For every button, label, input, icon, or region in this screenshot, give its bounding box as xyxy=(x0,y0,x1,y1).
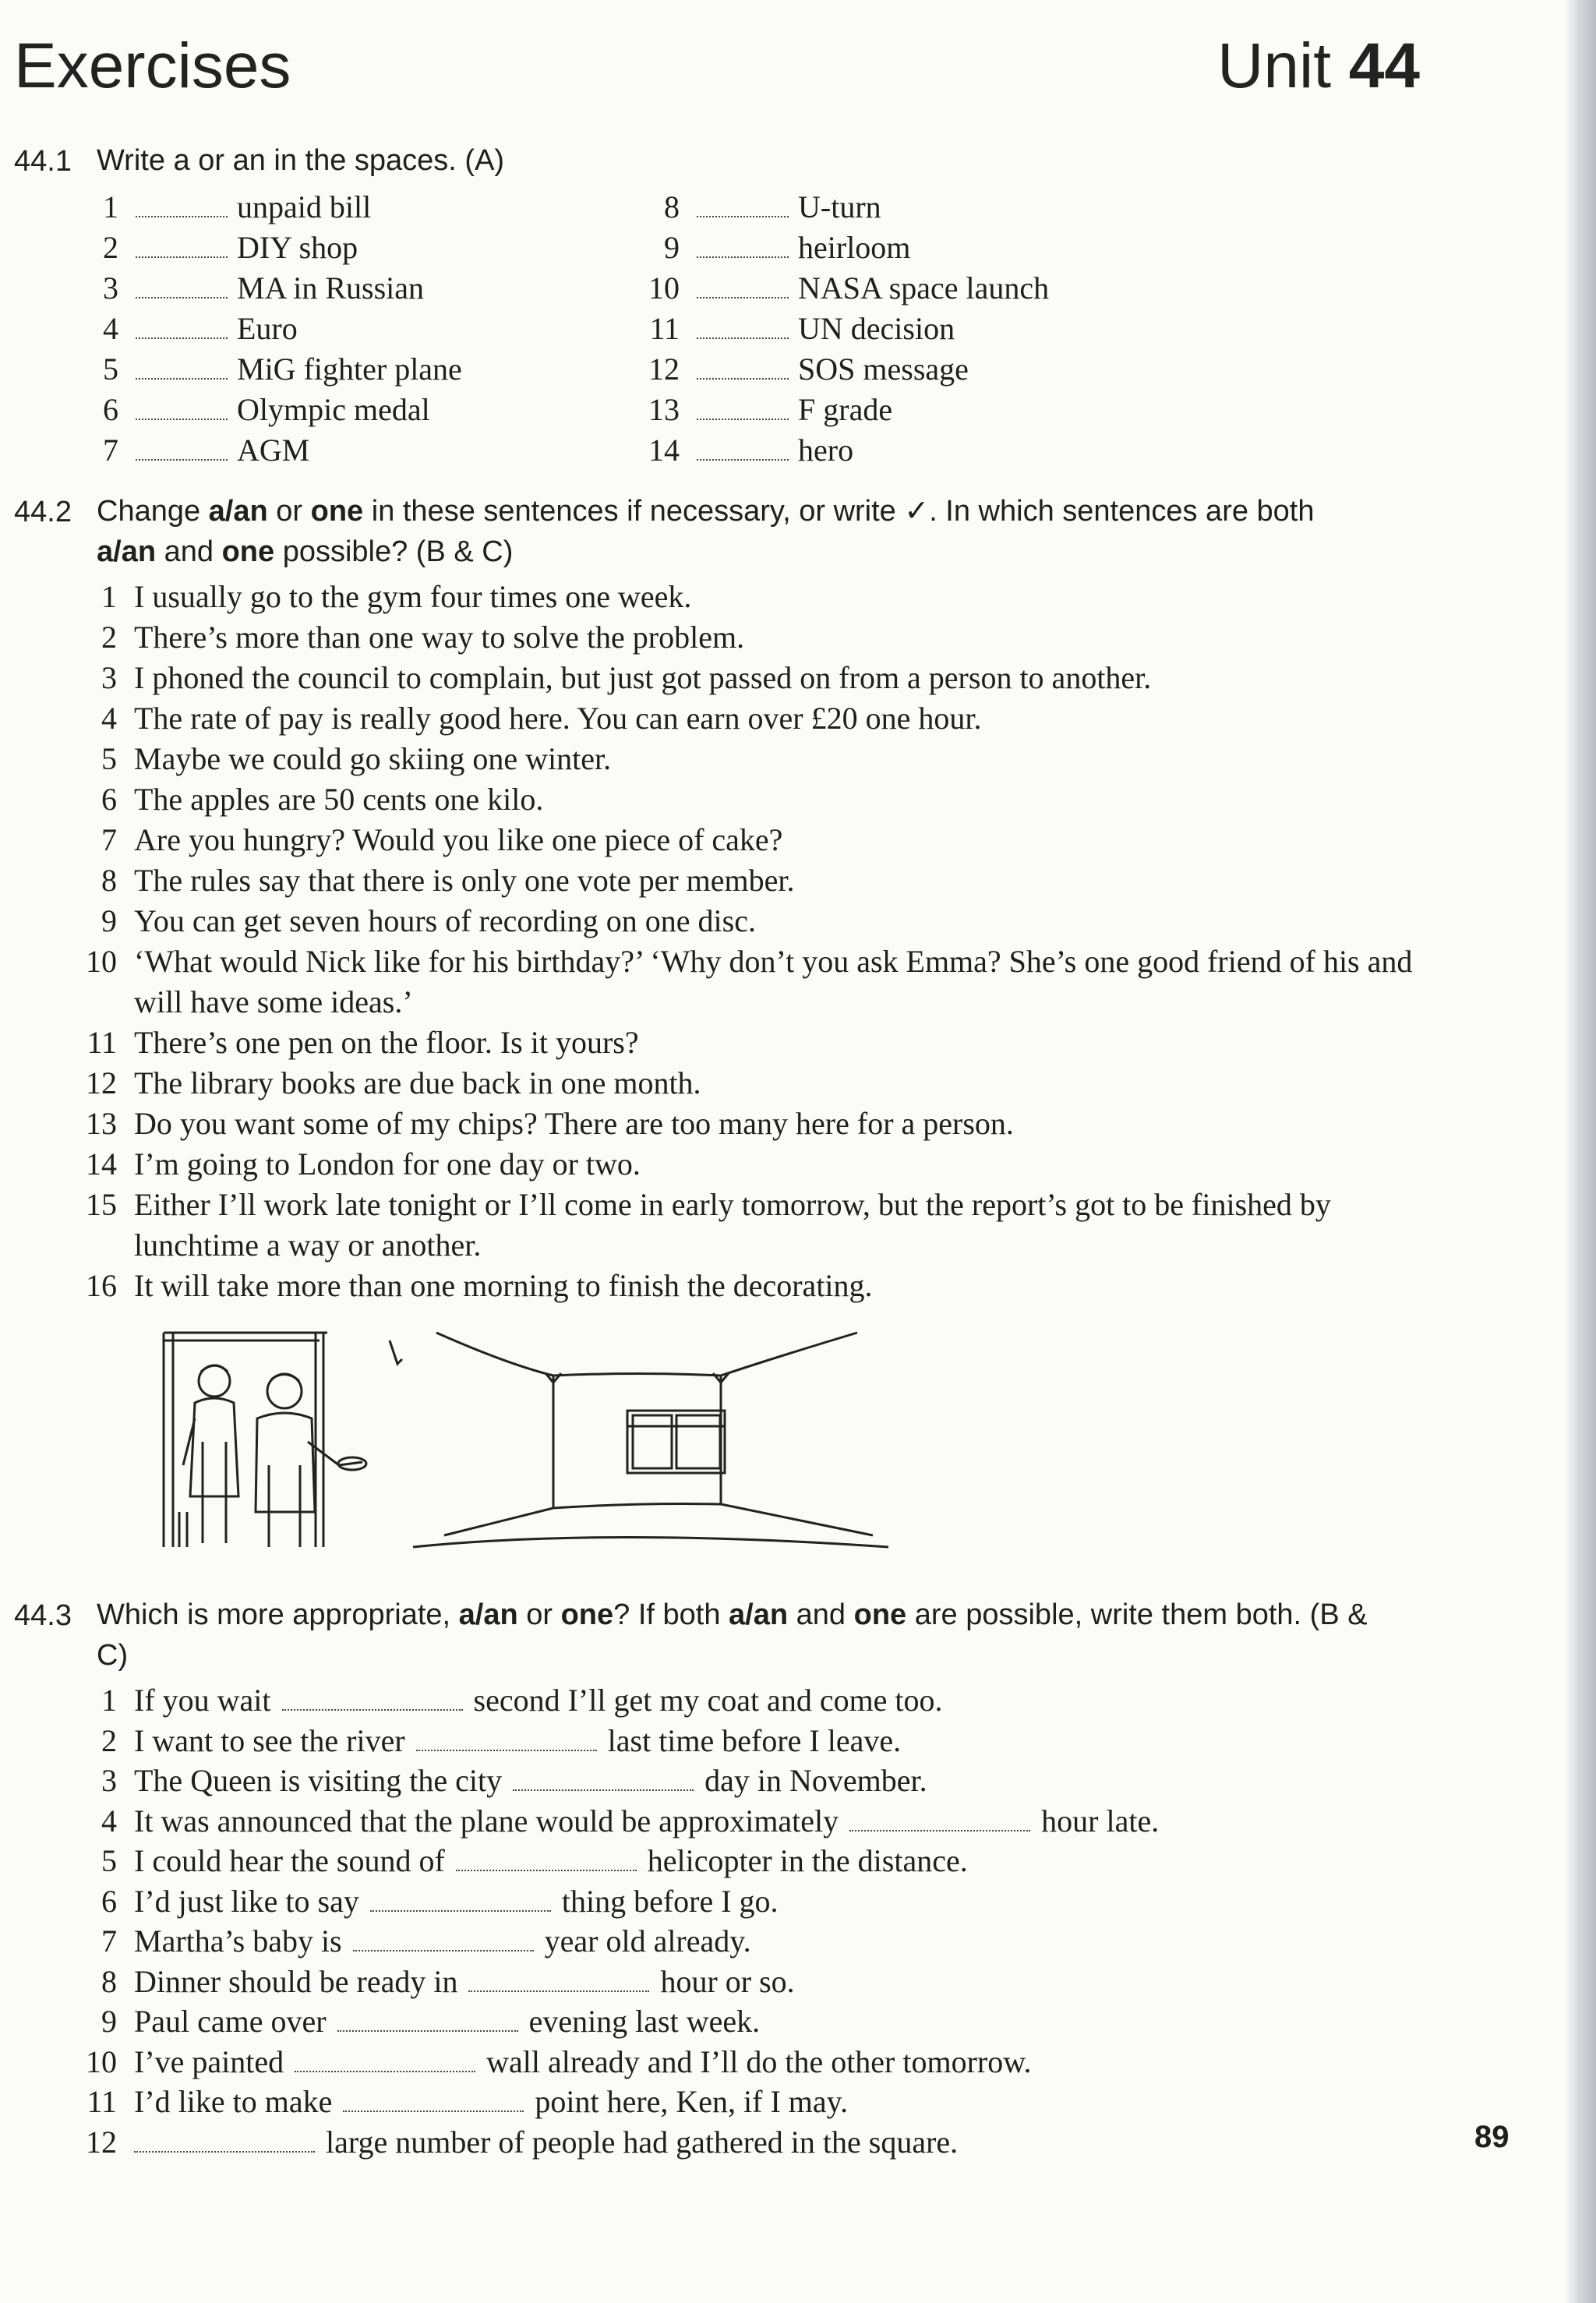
item-number: 4 xyxy=(103,311,118,346)
sentence-text: Maybe we could go skiing one winter. xyxy=(134,741,612,776)
sentence-text: The rate of pay is really good here. You can earn over £20 one hour. xyxy=(134,701,982,736)
exercise-number-44-1: 44.1 xyxy=(14,145,72,178)
answer-blank[interactable] xyxy=(343,2090,524,2112)
instr-text: and xyxy=(788,1598,854,1631)
answer-blank[interactable] xyxy=(697,398,789,420)
sentence-text: I usually go to the gym four times one week. xyxy=(134,579,692,614)
item-number: 13 xyxy=(648,392,680,427)
item-number: 2 xyxy=(103,230,118,265)
item-number: 4 xyxy=(101,1803,117,1839)
answer-blank[interactable] xyxy=(513,1769,694,1791)
ex3-sentence xyxy=(78,1722,901,1759)
exercise-number-44-2: 44.2 xyxy=(14,496,72,528)
ex2-sentence xyxy=(78,617,1443,658)
sentence-after: evening last week. xyxy=(528,2004,761,2039)
page-title: Exercises xyxy=(14,30,291,101)
sentence-after: hour or so. xyxy=(660,1963,795,1999)
answer-blank[interactable] xyxy=(697,236,789,258)
ex1-item xyxy=(639,270,1049,306)
ex1-item xyxy=(78,432,309,468)
item-number: 5 xyxy=(101,1843,117,1878)
door-frame-drawing xyxy=(164,1333,327,1547)
item-number: 10 xyxy=(86,944,117,979)
answer-blank[interactable] xyxy=(136,236,228,258)
instr-text: are possible, write them both. (B & C) xyxy=(97,1598,1368,1672)
ex3-sentence xyxy=(78,1842,968,1879)
instr-text: possible? (B & C) xyxy=(274,535,514,568)
ex2-sentence xyxy=(78,739,1443,779)
sentence-after: day in November. xyxy=(704,1763,927,1798)
ex1-item xyxy=(639,391,892,428)
item-number: 3 xyxy=(101,660,117,695)
answer-blank[interactable] xyxy=(849,1810,1030,1831)
answer-blank[interactable] xyxy=(697,439,789,461)
answer-blank[interactable] xyxy=(136,317,228,339)
sentence-after: helicopter in the distance. xyxy=(647,1843,968,1878)
instr-text: and xyxy=(156,535,222,568)
sentence-before: The Queen is visiting the city xyxy=(134,1763,503,1798)
sentence-text: I phoned the council to complain, but just got passed on from a person to another. xyxy=(134,660,1152,695)
ex3-sentence xyxy=(78,1883,779,1920)
item-number: 10 xyxy=(648,270,680,306)
sentence-before: I’d like to make xyxy=(134,2084,333,2119)
sentence-before: I could hear the sound of xyxy=(134,1843,445,1878)
instr-keyword: one xyxy=(221,535,275,568)
item-number: 13 xyxy=(86,1106,117,1141)
unit-label xyxy=(1217,30,1420,103)
ex1-item xyxy=(78,189,371,225)
item-number: 9 xyxy=(101,903,117,938)
ex3-sentence xyxy=(78,1963,795,2000)
ex1-item xyxy=(639,432,853,468)
sentence-before: If you wait xyxy=(134,1683,271,1718)
instr-keyword: one xyxy=(310,495,364,528)
sentence-before: Paul came over xyxy=(134,2004,327,2039)
item-number: 6 xyxy=(101,1883,117,1919)
answer-blank[interactable] xyxy=(456,1849,637,1871)
item-text: F grade xyxy=(798,392,893,427)
ex1-item xyxy=(78,351,462,387)
item-number: 9 xyxy=(664,230,680,265)
ex2-sentence xyxy=(78,1104,1443,1144)
instr-keyword: a/an xyxy=(458,1598,518,1631)
decorator-left-drawing xyxy=(183,1365,238,1543)
decorators-room-illustration xyxy=(140,1325,912,1559)
ex2-sentence xyxy=(78,1023,1443,1063)
item-number: 11 xyxy=(649,311,680,346)
ex3-sentence xyxy=(78,2003,760,2040)
item-number: 15 xyxy=(86,1187,117,1222)
ex2-sentence xyxy=(78,698,1443,739)
answer-blank[interactable] xyxy=(295,2050,475,2072)
item-number: 5 xyxy=(101,741,117,776)
sentence-after: hour late. xyxy=(1041,1803,1160,1839)
item-number: 3 xyxy=(101,1763,117,1798)
instr-text: ? If both xyxy=(613,1598,729,1631)
sentence-after: second I’ll get my coat and come too. xyxy=(473,1683,943,1718)
item-number: 12 xyxy=(648,351,680,387)
item-number: 9 xyxy=(101,2004,117,2039)
ex2-sentence xyxy=(78,1185,1443,1266)
sentence-before: Dinner should be ready in xyxy=(134,1963,458,1999)
ex3-sentence xyxy=(78,1762,927,1799)
item-text: heirloom xyxy=(798,230,911,265)
ex1-item xyxy=(78,391,430,428)
item-number: 8 xyxy=(101,863,117,898)
instr-keyword: one xyxy=(853,1598,907,1631)
exercise-number-44-3: 44.3 xyxy=(14,1599,72,1632)
item-text: AGM xyxy=(237,433,310,468)
item-number: 8 xyxy=(664,189,680,224)
item-number: 1 xyxy=(103,189,118,224)
item-number: 6 xyxy=(101,782,117,817)
sentence-text: The apples are 50 cents one kilo. xyxy=(134,782,544,817)
item-text: SOS message xyxy=(798,351,969,387)
answer-blank[interactable] xyxy=(136,358,228,380)
ex3-sentence xyxy=(78,2124,958,2160)
sentence-before: I’ve painted xyxy=(134,2043,284,2079)
item-number: 14 xyxy=(648,433,680,468)
item-number: 2 xyxy=(101,620,117,655)
decorator-right-drawing xyxy=(256,1374,366,1547)
answer-blank[interactable] xyxy=(136,196,228,217)
sentence-before: It was announced that the plane would be approximately xyxy=(134,1803,839,1839)
answer-blank[interactable] xyxy=(136,398,228,420)
sentence-text: The library books are due back in one month. xyxy=(134,1065,701,1100)
empty-room-drawing xyxy=(413,1333,888,1547)
ex1-item xyxy=(639,229,910,266)
ex1-item xyxy=(639,310,955,347)
sentence-after: wall already and I’ll do the other tomorrow. xyxy=(486,2043,1032,2079)
sentence-after: large number of people had gathered in the square. xyxy=(326,2124,959,2160)
sentence-text: I’m going to London for one day or two. xyxy=(134,1146,641,1182)
ex2-sentence xyxy=(78,1063,1443,1104)
item-text: U-turn xyxy=(798,189,881,224)
ex3-sentence xyxy=(78,2043,1032,2080)
item-number: 7 xyxy=(103,433,118,468)
window-drawing xyxy=(627,1411,725,1473)
item-text: MiG fighter plane xyxy=(237,351,462,387)
item-text: DIY shop xyxy=(237,230,358,265)
unit-number: 44 xyxy=(1348,30,1420,101)
ex2-sentence xyxy=(78,658,1443,698)
sentence-text: It will take more than one morning to finish the decorating. xyxy=(134,1268,873,1303)
item-number: 7 xyxy=(101,822,117,857)
item-text: hero xyxy=(798,433,854,468)
ex2-sentence xyxy=(78,1266,1443,1306)
instr-text: or xyxy=(517,1598,561,1631)
answer-blank[interactable] xyxy=(697,277,789,298)
answer-blank[interactable] xyxy=(697,317,789,339)
answer-blank[interactable] xyxy=(697,196,789,217)
unit-prefix: Unit xyxy=(1217,30,1349,101)
item-number: 11 xyxy=(87,1025,117,1060)
instr-keyword: a/an xyxy=(208,495,268,528)
instr-keyword: one xyxy=(560,1598,614,1631)
item-number: 5 xyxy=(103,351,118,387)
item-number: 1 xyxy=(101,579,117,614)
ex2-sentence xyxy=(78,820,1443,860)
answer-blank[interactable] xyxy=(282,1689,463,1711)
sentence-after: year old already. xyxy=(544,1923,751,1959)
ex1-item xyxy=(78,270,424,306)
sentence-after: last time before I leave. xyxy=(607,1722,902,1758)
instr-text: or xyxy=(267,495,311,528)
pointer-stroke-drawing xyxy=(390,1340,402,1364)
sentence-text: There’s one pen on the floor. Is it yours? xyxy=(134,1025,639,1060)
item-text: MA in Russian xyxy=(237,270,425,306)
answer-blank[interactable] xyxy=(353,1930,534,1952)
item-text: Olympic medal xyxy=(237,392,430,427)
answer-blank[interactable] xyxy=(134,2131,315,2153)
item-text: UN decision xyxy=(798,311,955,346)
page-number: 89 xyxy=(1474,2120,1509,2154)
ex2-sentence xyxy=(78,577,1443,617)
ex2-sentence xyxy=(78,1144,1443,1185)
item-number: 10 xyxy=(86,2043,117,2079)
answer-blank[interactable] xyxy=(697,358,789,380)
item-number: 1 xyxy=(101,1683,117,1718)
answer-blank[interactable] xyxy=(136,277,228,298)
item-number: 2 xyxy=(101,1722,117,1758)
instr-keyword: a/an xyxy=(729,1598,789,1631)
sentence-before: I’d just like to say xyxy=(134,1883,359,1919)
instr-keyword: a/an xyxy=(97,535,157,568)
item-number: 3 xyxy=(103,270,118,306)
exercise-instruction-44-2 xyxy=(97,491,1375,572)
answer-blank[interactable] xyxy=(337,2010,518,2032)
ex2-sentence xyxy=(78,941,1443,1023)
item-number: 12 xyxy=(86,1065,117,1100)
ex3-sentence xyxy=(78,2083,848,2120)
ex1-item xyxy=(639,189,881,225)
ex2-sentence xyxy=(78,901,1443,941)
answer-blank[interactable] xyxy=(416,1729,597,1751)
sentence-after: thing before I go. xyxy=(561,1883,779,1919)
item-text: Euro xyxy=(237,311,298,346)
sentence-text: There’s more than one way to solve the problem. xyxy=(134,620,745,655)
sentence-text: Either I’ll work late tonight or I’ll come in early tomorrow, but the report’s got to be finished by lunchtime a way or another. xyxy=(134,1187,1331,1263)
item-number: 7 xyxy=(101,1923,117,1959)
sentence-text: ‘What would Nick like for his birthday?’ ‘Why don’t you ask Emma? She’s one good friend of his and will have some ideas.’ xyxy=(134,944,1413,1019)
item-number: 8 xyxy=(101,1963,117,1999)
item-number: 16 xyxy=(86,1268,117,1303)
ex1-item xyxy=(78,229,358,266)
book-spine-shadow xyxy=(1565,0,1596,2303)
answer-blank[interactable] xyxy=(136,439,228,461)
ex3-sentence xyxy=(78,1803,1159,1839)
item-number: 4 xyxy=(101,701,117,736)
item-text: unpaid bill xyxy=(237,189,372,224)
answer-blank[interactable] xyxy=(370,1890,551,1912)
answer-blank[interactable] xyxy=(468,1970,649,1992)
ex1-item xyxy=(639,351,969,387)
sentence-text: Do you want some of my chips? There are too many here for a person. xyxy=(134,1106,1014,1141)
ex3-sentence xyxy=(78,1682,943,1718)
exercise-instruction-44-3 xyxy=(97,1595,1375,1676)
sentence-text: You can get seven hours of recording on one disc. xyxy=(134,903,756,938)
ex2-sentence xyxy=(78,860,1443,901)
instr-text: Which is more appropriate, xyxy=(97,1598,459,1631)
ex1-item xyxy=(78,310,298,347)
item-text: NASA space launch xyxy=(798,270,1050,306)
instr-text: Change xyxy=(97,495,209,528)
sentence-text: Are you hungry? Would you like one piece of cake? xyxy=(134,822,783,857)
instr-text: in these sentences if necessary, or write ✓. In which sentences are both xyxy=(363,495,1315,528)
ex2-sentence xyxy=(78,779,1443,820)
item-number: 12 xyxy=(86,2124,117,2160)
ex3-sentence xyxy=(78,1923,751,1959)
exercise-instruction-44-1: Write a or an in the spaces. (A) xyxy=(97,144,505,177)
item-number: 14 xyxy=(86,1146,117,1182)
sentence-text: The rules say that there is only one vote per member. xyxy=(134,863,795,898)
sentence-after: point here, Ken, if I may. xyxy=(535,2084,849,2119)
sentence-before: Martha’s baby is xyxy=(134,1923,342,1959)
item-number: 6 xyxy=(103,392,118,427)
sentence-before: I want to see the river xyxy=(134,1722,405,1758)
item-number: 11 xyxy=(87,2084,117,2119)
